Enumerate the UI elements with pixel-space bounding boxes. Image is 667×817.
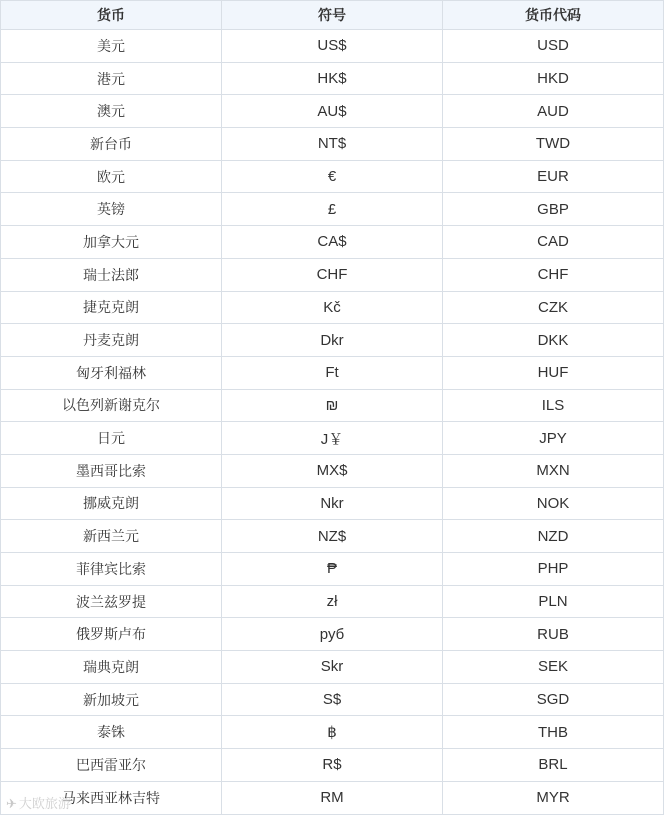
cell-code: PLN xyxy=(443,585,664,618)
cell-code: THB xyxy=(443,716,664,749)
cell-currency: 日元 xyxy=(1,422,222,455)
header-symbol: 符号 xyxy=(222,1,443,30)
cell-currency: 英镑 xyxy=(1,193,222,226)
cell-currency: 匈牙利福林 xyxy=(1,356,222,389)
cell-currency: 新加坡元 xyxy=(1,683,222,716)
cell-code: TWD xyxy=(443,128,664,161)
cell-symbol: ₪ xyxy=(222,389,443,422)
cell-currency: 美元 xyxy=(1,30,222,63)
table-row xyxy=(1,128,664,161)
table-row xyxy=(1,520,664,553)
cell-currency: 巴西雷亚尔 xyxy=(1,749,222,782)
cell-symbol: Ft xyxy=(222,356,443,389)
cell-code: EUR xyxy=(443,160,664,193)
cell-symbol: € xyxy=(222,160,443,193)
table-row xyxy=(1,585,664,618)
cell-symbol: Dkr xyxy=(222,324,443,357)
watermark-logo-icon: ✈ xyxy=(6,797,17,812)
header-currency: 货币 xyxy=(1,1,222,30)
table-row xyxy=(1,422,664,455)
cell-symbol: Kč xyxy=(222,291,443,324)
cell-symbol: R$ xyxy=(222,749,443,782)
cell-code: SGD xyxy=(443,683,664,716)
cell-currency: 以色列新谢克尔 xyxy=(1,389,222,422)
cell-code: USD xyxy=(443,30,664,63)
table-row xyxy=(1,651,664,684)
cell-code: RUB xyxy=(443,618,664,651)
cell-code: NOK xyxy=(443,487,664,520)
table-row xyxy=(1,30,664,63)
cell-code: SEK xyxy=(443,651,664,684)
table-row xyxy=(1,95,664,128)
cell-symbol: AU$ xyxy=(222,95,443,128)
table-row xyxy=(1,356,664,389)
cell-currency: 瑞典克朗 xyxy=(1,651,222,684)
table-row xyxy=(1,324,664,357)
table-row xyxy=(1,716,664,749)
cell-currency: 新台币 xyxy=(1,128,222,161)
cell-symbol: RM xyxy=(222,781,443,814)
cell-currency: 欧元 xyxy=(1,160,222,193)
cell-code: JPY xyxy=(443,422,664,455)
cell-currency: 菲律宾比索 xyxy=(1,553,222,586)
cell-code: NZD xyxy=(443,520,664,553)
cell-symbol: CA$ xyxy=(222,226,443,259)
cell-symbol: руб xyxy=(222,618,443,651)
cell-symbol: Nkr xyxy=(222,487,443,520)
cell-currency: 丹麦克朗 xyxy=(1,324,222,357)
cell-code: GBP xyxy=(443,193,664,226)
cell-currency: 俄罗斯卢布 xyxy=(1,618,222,651)
table-row xyxy=(1,683,664,716)
table-row xyxy=(1,749,664,782)
cell-code: BRL xyxy=(443,749,664,782)
table-row xyxy=(1,389,664,422)
cell-symbol: ฿ xyxy=(222,716,443,749)
table-row xyxy=(1,226,664,259)
table-row xyxy=(1,454,664,487)
cell-code: CAD xyxy=(443,226,664,259)
table-row xyxy=(1,291,664,324)
table-header xyxy=(1,1,664,30)
cell-code: HKD xyxy=(443,62,664,95)
table-row xyxy=(1,160,664,193)
cell-symbol: MX$ xyxy=(222,454,443,487)
header-row xyxy=(1,1,664,30)
cell-symbol: S$ xyxy=(222,683,443,716)
cell-currency: 泰铢 xyxy=(1,716,222,749)
cell-symbol: Skr xyxy=(222,651,443,684)
cell-currency: 新西兰元 xyxy=(1,520,222,553)
cell-currency: 挪威克朗 xyxy=(1,487,222,520)
cell-symbol: zł xyxy=(222,585,443,618)
cell-symbol: J￥ xyxy=(222,422,443,455)
cell-currency: 波兰兹罗提 xyxy=(1,585,222,618)
table-row xyxy=(1,193,664,226)
cell-code: PHP xyxy=(443,553,664,586)
cell-code: AUD xyxy=(443,95,664,128)
cell-currency: 马来西亚林吉特 xyxy=(1,781,222,814)
table-row xyxy=(1,258,664,291)
cell-symbol: CHF xyxy=(222,258,443,291)
cell-code: MYR xyxy=(443,781,664,814)
table-row xyxy=(1,781,664,814)
cell-code: ILS xyxy=(443,389,664,422)
cell-symbol: HK$ xyxy=(222,62,443,95)
header-currency-code: 货币代码 xyxy=(443,1,664,30)
table-row xyxy=(1,62,664,95)
cell-currency: 澳元 xyxy=(1,95,222,128)
table-row xyxy=(1,618,664,651)
table-body xyxy=(1,30,664,815)
cell-currency: 港元 xyxy=(1,62,222,95)
cell-symbol: NZ$ xyxy=(222,520,443,553)
table-row xyxy=(1,553,664,586)
cell-symbol: ₱ xyxy=(222,553,443,586)
cell-code: MXN xyxy=(443,454,664,487)
cell-currency: 加拿大元 xyxy=(1,226,222,259)
watermark-text: 大欧旅游 xyxy=(18,797,71,812)
cell-code: CZK xyxy=(443,291,664,324)
cell-code: HUF xyxy=(443,356,664,389)
cell-currency: 墨西哥比索 xyxy=(1,454,222,487)
cell-currency: 捷克克朗 xyxy=(1,291,222,324)
cell-symbol: US$ xyxy=(222,30,443,63)
cell-currency: 瑞士法郎 xyxy=(1,258,222,291)
cell-code: CHF xyxy=(443,258,664,291)
table-row xyxy=(1,487,664,520)
cell-code: DKK xyxy=(443,324,664,357)
cell-symbol: NT$ xyxy=(222,128,443,161)
cell-symbol: £ xyxy=(222,193,443,226)
